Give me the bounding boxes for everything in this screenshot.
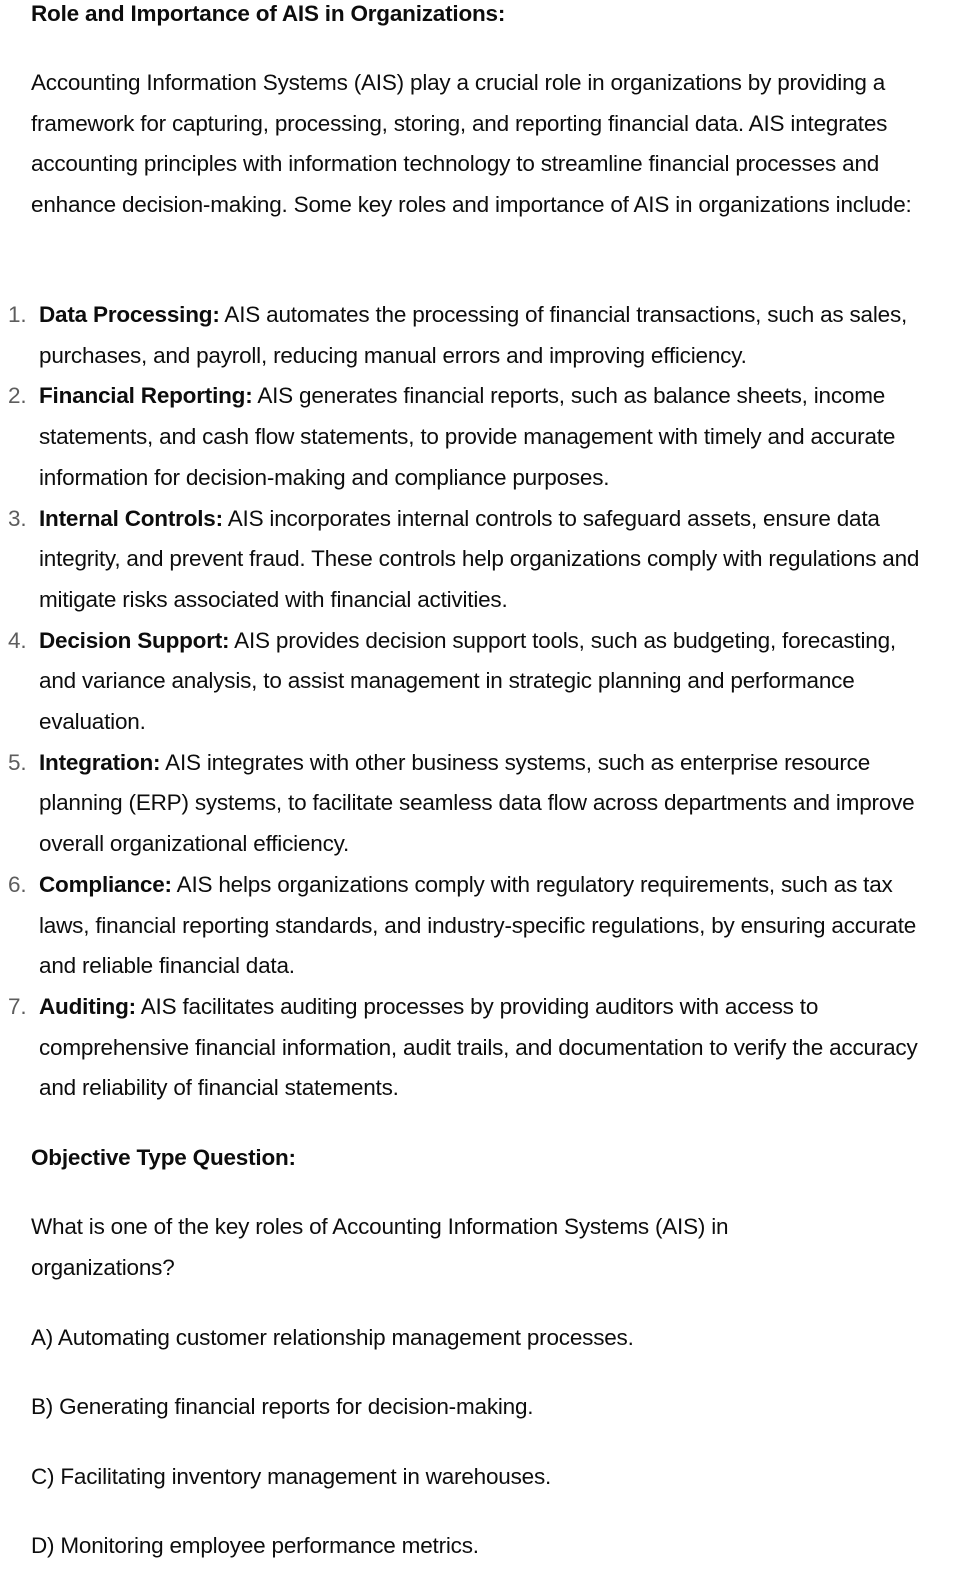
- list-item: [0, 865, 930, 987]
- objective-heading: Objective Type Question:: [31, 1145, 296, 1170]
- role-description: AIS provides decision support tools, such as budgeting, forecasting, and variance analysis, to assist management in strategic planning and performance evaluation.: [39, 627, 896, 735]
- list-number: 7.: [8, 993, 27, 1019]
- answer-option-d: D) Monitoring employee performance metrics.: [31, 1533, 479, 1558]
- list-number: 3.: [8, 505, 27, 531]
- role-description: AIS automates the processing of financial transactions, such as sales, purchases, and payroll, reducing manual errors and improving efficiency.: [39, 302, 908, 368]
- role-term: Auditing:: [39, 993, 136, 1019]
- list-number: 4.: [8, 627, 27, 653]
- role-term: Financial Reporting:: [39, 383, 253, 409]
- intro-paragraph: Accounting Information Systems (AIS) play a crucial role in organizations by providing a framework for capturing, processing, storing, and reporting financial data. AIS integrates accounting principles with information technology to streamline financial processes and enhance decision-making. Some key roles and importance of AIS in organizations include:: [31, 70, 912, 218]
- roles-list: [0, 295, 930, 1109]
- role-description: AIS incorporates internal controls to safeguard assets, ensure data integrity, and prevent fraud. These controls help organizations comply with regulations and mitigate risks associated with financial activities.: [39, 505, 920, 612]
- role-description: AIS generates financial reports, such as balance sheets, income statements, and cash flow statements, to provide management with timely and accurate information for decision-making and compliance purposes.: [39, 383, 896, 490]
- answer-option-b: B) Generating financial reports for decision-making.: [31, 1394, 534, 1419]
- role-term: Decision Support:: [39, 627, 230, 653]
- list-item: [0, 987, 930, 1109]
- answer-option-a: A) Automating customer relationship management processes.: [31, 1325, 634, 1350]
- list-item: [0, 295, 930, 376]
- role-description: AIS facilitates auditing processes by providing auditors with access to comprehensive financial information, audit trails, and documentation to verify the accuracy and reliability of financial statements.: [39, 993, 918, 1101]
- role-description: AIS integrates with other business systems, such as enterprise resource planning (ERP) systems, to facilitate seamless data flow across departments and improve overall organizational efficiency.: [39, 749, 915, 857]
- list-item: [0, 499, 930, 621]
- list-number: 6.: [8, 871, 27, 897]
- answer-option-c: C) Facilitating inventory management in warehouses.: [31, 1464, 552, 1489]
- list-item: [0, 743, 930, 865]
- role-term: Data Processing:: [39, 302, 220, 327]
- list-number: 1.: [8, 302, 27, 327]
- role-term: Compliance:: [39, 871, 172, 897]
- role-term: Internal Controls:: [39, 505, 223, 531]
- list-number: 5.: [8, 749, 27, 775]
- role-term: Integration:: [39, 749, 161, 775]
- role-description: AIS helps organizations comply with regulatory requirements, such as tax laws, financial reporting standards, and industry-specific regulations, by ensuring accurate and reliable financial data.: [39, 871, 917, 979]
- section-heading: Role and Importance of AIS in Organizations:: [31, 1, 506, 26]
- list-number: 2.: [8, 383, 27, 409]
- list-item: [0, 621, 930, 743]
- list-item: [0, 376, 930, 498]
- question-text: What is one of the key roles of Accounting Information Systems (AIS) in organizations?: [31, 1214, 729, 1280]
